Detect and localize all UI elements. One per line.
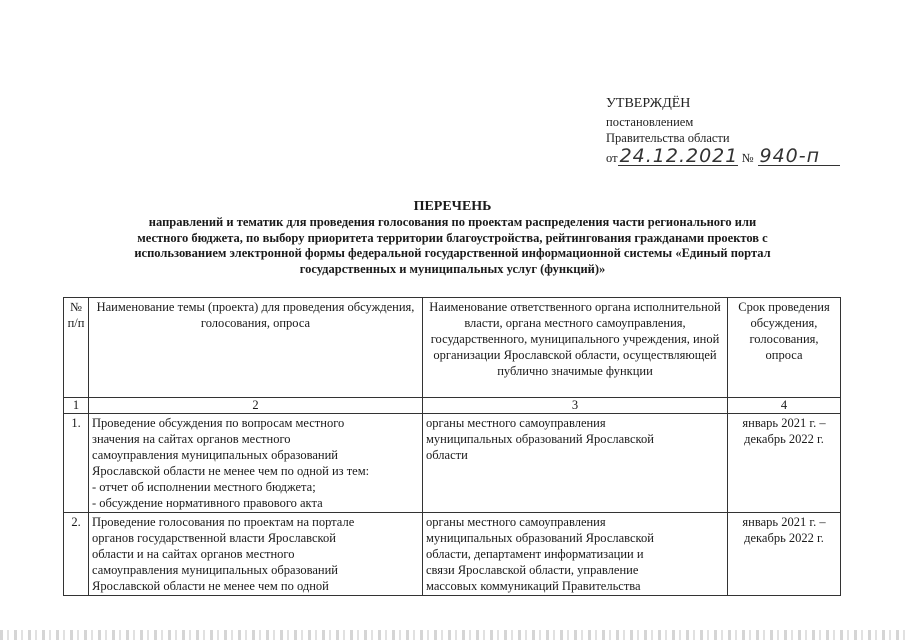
body-line: области, департамент информатизации и [426,547,644,561]
body-line: муниципальных образований Ярославской [426,531,654,545]
row-topic [89,414,423,513]
document-title [40,199,865,277]
topic-line: Ярославской области не менее чем по одной из тем: [92,464,370,478]
topic-line: Проведение голосования по проектам на портале [92,515,355,529]
number-prefix: № [741,151,754,165]
handwritten-number: 940-п [758,147,840,166]
period-line: январь 2021 г. – [742,515,826,529]
table-row [64,513,841,596]
topic-line: самоуправления муниципальных образований [92,563,338,577]
topic-line: самоуправления муниципальных образований [92,448,338,462]
table-header-row [64,298,841,398]
column-number: 1 [64,398,89,414]
topic-line: - отчет об исполнении местного бюджета; [92,480,316,494]
title-main: ПЕРЕЧЕНЬ [413,199,492,214]
header-responsible-body: Наименование ответственного органа исполнительной власти, органа местного самоуправления, государственного, муниципального учреждения, иной организации Ярославской области, осуществляющей публично значимые функции [423,298,728,398]
column-number: 4 [728,398,841,414]
topic-line: органов государственной власти Ярославской [92,531,336,545]
period-line: январь 2021 г. – [742,416,826,430]
header-topic: Наименование темы (проекта) для проведения обсуждения, голосования, опроса [89,298,423,398]
period-line: декабрь 2022 г. [744,531,824,545]
row-index: 1. [64,414,89,513]
column-number: 2 [89,398,423,414]
approval-line-1: постановлением [606,115,694,129]
body-line: органы местного самоуправления [426,416,606,430]
row-responsible-body [423,414,728,513]
title-line-4: государственных и муниципальных услуг (функций)» [299,261,606,276]
topic-line: - обсуждение нормативного правового акта [92,496,323,510]
body-line: связи Ярославской области, управление [426,563,639,577]
row-index: 2. [64,513,89,596]
header-index: № п/п [64,298,89,398]
row-period [728,414,841,513]
date-prefix: от [606,151,618,165]
scan-edge-noise [0,630,905,640]
topic-line: значения на сайтах органов местного [92,432,291,446]
handwritten-date: 24.12.2021 [619,145,739,167]
body-line: области [426,448,468,462]
header-period: Срок проведения обсуждения, голосования, опроса [728,298,841,398]
body-line: органы местного самоуправления [426,515,606,529]
body-line: муниципальных образований Ярославской [426,432,654,446]
topic-line: области и на сайтах органов местного [92,547,295,561]
approval-date-number-row [606,147,840,166]
row-responsible-body [423,513,728,596]
approval-line-2: Правительства области [606,131,730,145]
approval-block [606,96,840,166]
title-line-1: направлений и тематик для проведения голосования по проектам распределения части регионального или [148,215,757,229]
body-line: массовых коммуникаций Правительства [426,579,641,593]
title-line-2: местного бюджета, по выбору приоритета территории благоустройства, рейтингования гражданами проектов с [137,230,768,245]
period-line: декабрь 2022 г. [744,432,824,446]
title-line-3: использованием электронной формы федеральной государственной информационной системы «Единый портал [134,246,771,260]
column-number: 3 [423,398,728,414]
topic-line: Проведение обсуждения по вопросам местного [92,416,345,430]
row-period [728,513,841,596]
column-number-row [64,398,841,414]
row-topic [89,513,423,596]
approval-heading: УТВЕРЖДЁН [606,96,691,111]
table-row [64,414,841,513]
topic-line: Ярославской области не менее чем по одной [92,579,329,593]
directions-table [63,297,841,596]
